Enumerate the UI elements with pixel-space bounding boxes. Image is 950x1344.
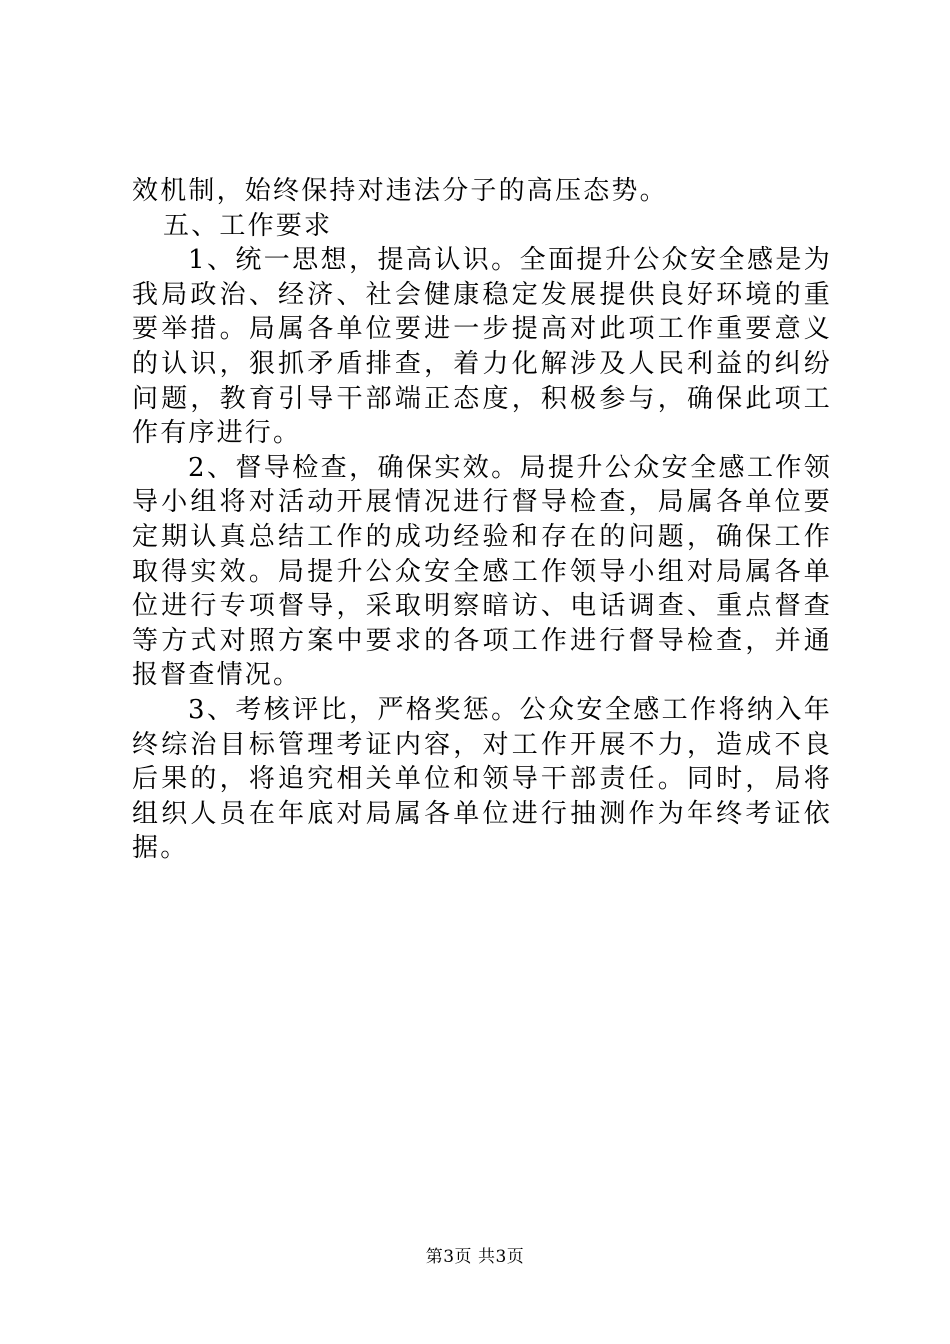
paragraph-1: 1、统一思想，提高认识。全面提升公众安全感是为我局政治、经济、社会健康稳定发展提供良好环境的重要举措。局属各单位要进一步提高对此项工作重要意义的认识，狠抓矛盾排查，着力化解涉及人民利益的纠纷问题，教育引导干部端正态度，积极参与，确保此项工作有序进行。: [132, 245, 832, 449]
continuation-text: 效机制，始终保持对违法分子的高压态势。: [132, 176, 668, 206]
paragraph-2: 2、督导检查，确保实效。局提升公众安全感工作领导小组将对活动开展情况进行督导检查，局属各单位要定期认真总结工作的成功经验和存在的问题，确保工作取得实效。局提升公众安全感工作领导小组对局属各单位进行专项督导，采取明察暗访、电话调查、重点督查等方式对照方案中要求的各项工作进行督导检查，并通报督查情况。: [132, 452, 832, 691]
paragraph-3: 3、考核评比，严格奖惩。公众安全感工作将纳入年终综治目标管理考证内容，对工作开展不力，造成不良后果的，将追究相关单位和领导干部责任。同时，局将组织人员在年底对局属各单位进行抽测作为年终考证依据。: [132, 694, 832, 864]
document-body: [132, 174, 832, 866]
section-heading: 五、工作要求: [163, 210, 333, 241]
page-footer: 第3页 共3页: [425, 1247, 525, 1267]
